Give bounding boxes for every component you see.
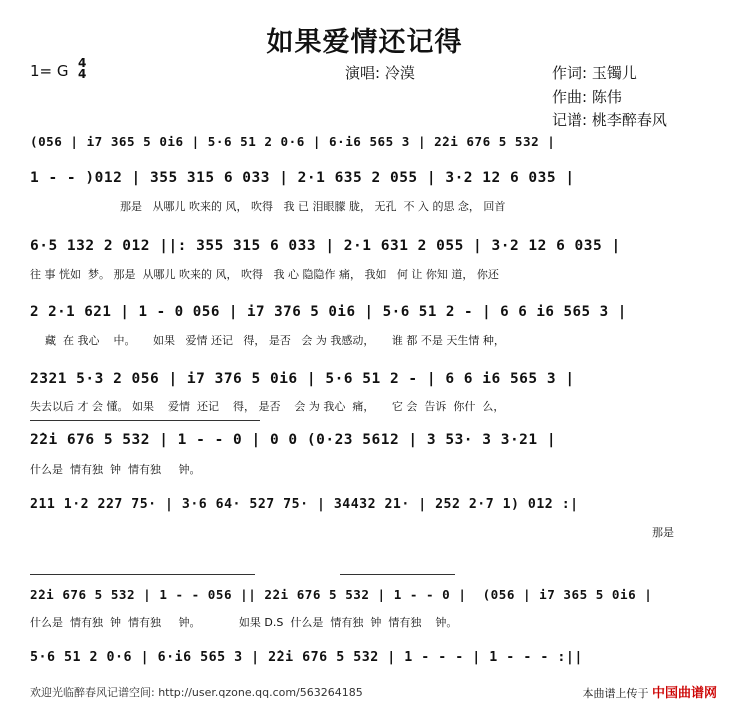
site-logo-text: 中国曲谱网	[651, 686, 717, 701]
song-title: 如果爱情还记得	[266, 27, 463, 58]
score-row-7-notes: 211 1·2 227 75· | 3·6 64· 527 75· | 34432 21· | 252 2·7 1) 012 :|	[30, 497, 579, 512]
volta-bracket-2	[30, 574, 255, 575]
singer-credit: 演唱: 冷漠	[345, 64, 415, 82]
score-row-4-notes: 2 2·1 621 | 1 - 0 056 | i7 376 5 0i6 | 5·6 51 2 - | 6 6 i6 565 3 |	[30, 304, 627, 320]
score-row-8-notes: 2̇2i 676 5 532 | 1 - - 056 || 2̇2i 676 5 532 | 1 - - 0 | (056 | i7 365 5 0i6 |	[30, 587, 653, 602]
footer-welcome: 欢迎光临醉春风记谱空间: http://user.qzone.qq.com/563264185	[30, 686, 363, 699]
score-row-4-lyrics: 藏 在 我心 中。 如果 爱情 还记 得， 是否 会 为 我感动， 谁 都 不是 天生情 种，	[45, 334, 505, 347]
time-top: 4	[78, 56, 87, 70]
score-row-9-notes: 5·6 51 2 0·6 | 6·i6 565 3 | 2̇2i 676 5 532 | 1 - - - | 1 - - - :||	[30, 650, 583, 665]
score-row-5-notes: 2321 5·3 2 056 | i7 376 5 0i6 | 5·6 51 2 - | 6 6 i6 565 3 |	[30, 371, 575, 387]
score-row-2-lyrics: 那是 从哪儿 吹来的 风， 吹得 我 已 泪眼朦 胧， 无孔 不 入 的思 念， 回首	[120, 200, 506, 213]
transcriber-credit: 记谱: 桃李醉春风	[552, 111, 667, 129]
score-row-1-notes: (056 | i7 365 5 0i6 | 5·6 51 2 0·6 | 6·i6 565 3 | 2̇2i 676 5 532 |	[30, 134, 556, 149]
score-row-3-notes: 6·5 132 2 012 ||: 355 315 6 033 | 2·1 631 2 055 | 3·2 12 6 035 |	[30, 238, 621, 254]
score-row-2-notes: 1 - - )012 | 355 315 6 033 | 2·1 635 2 055 | 3·2 12 6 035 |	[30, 170, 575, 186]
volta-bracket-1	[30, 420, 260, 421]
score-row-5-lyrics: 失去以后 才 会 懂。 如果 爱情 还记 得， 是否 会 为 我心 痛， 它 会 告诉 你什 么，	[30, 400, 505, 413]
volta-bracket-3	[340, 574, 455, 575]
time-signature	[78, 58, 86, 80]
score-row-6-notes: 2̇2i 676 5 532 | 1 - - 0 | 0 0 (0·23 5612 | 3 53· 3 3·21 |	[30, 432, 557, 448]
lyricist-credit: 作词: 玉镯儿	[552, 64, 637, 82]
time-bottom: 4	[78, 67, 87, 81]
upload-label: 本曲谱上传于	[582, 687, 649, 700]
composer-credit: 作曲: 陈伟	[552, 88, 622, 106]
score-row-3-lyrics: 往 事 恍如 梦。 那是 从哪儿 吹来的 风， 吹得 我 心 隐隐作 痛， 我如 何 让 你知 道， 你还	[30, 268, 499, 281]
key-signature: 1= G	[30, 62, 69, 80]
score-row-8-lyrics: 什么是 情有独 钟 情有独 钟。 如果 D.S 什么是 情有独 钟 情有独 钟。	[30, 616, 458, 629]
footer-upload	[582, 682, 717, 701]
score-row-7-lyrics: 那是	[652, 526, 674, 539]
score-row-6-lyrics: 什么是 情有独 钟 情有独 钟。	[30, 463, 201, 476]
